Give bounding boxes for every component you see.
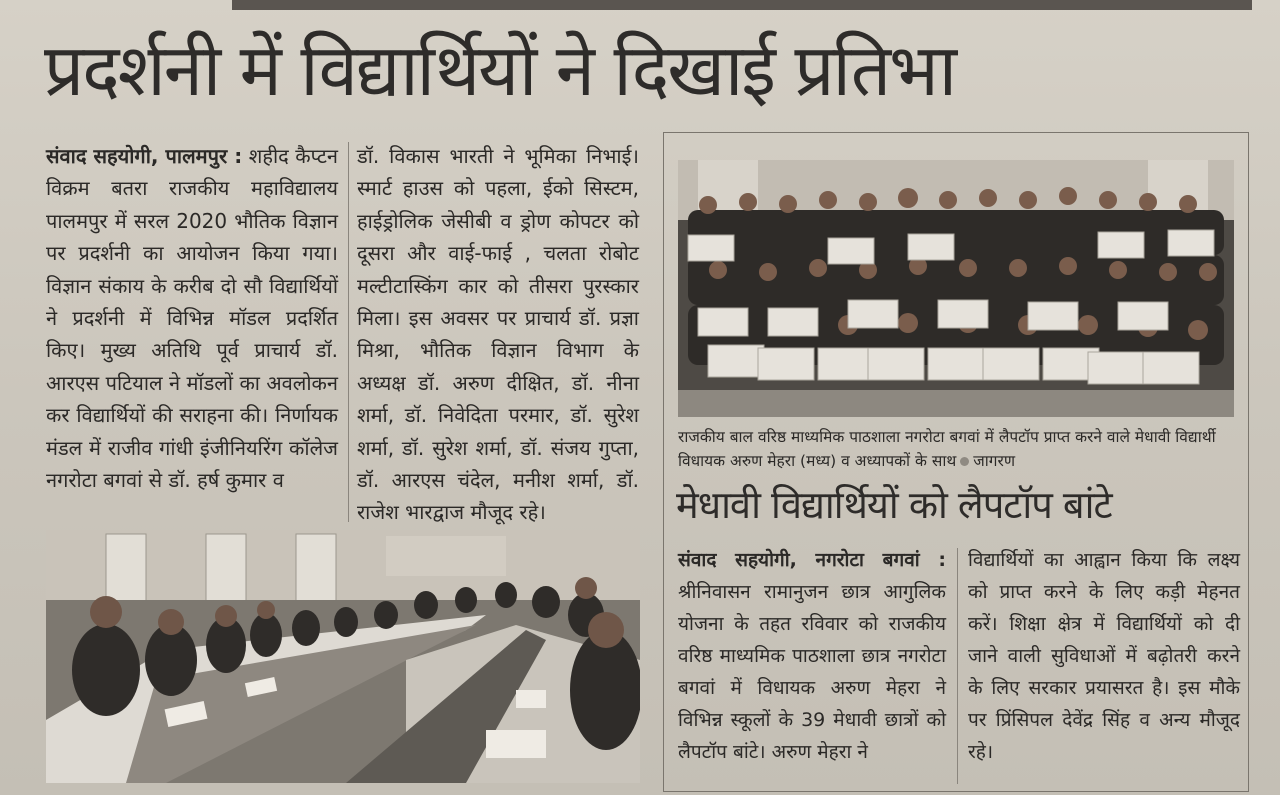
article1-col1-text: शहीद कैप्टन विक्रम बतरा राजकीय महाविद्यालय पालमपुर में सरल 2020 भौतिक विज्ञान पर प्रदर्शनी का आयोजन किया गया। विज्ञान संकाय के करीब दो सौ विद्यार्थियों ने प्रदर्शनी में विभिन्न मॉडल प्रदर्शित किए। मुख्य अतिथि पूर्व प्राचार्य डॉ. आरएस पटियाल ने मॉडलों का अवलोकन कर विद्यार्थियों की सराहना की। निर्णायक मंडल में राजीव गांधी इंजीनियरिंग कॉलेज नगरोटा बगवां से डॉ. हर्ष कुमार व: [46, 144, 339, 493]
column-divider-2: [957, 548, 958, 784]
article2-col1-text: श्रीनिवासन रामानुजन छात्र आगुलिक योजना के तहत रविवार को राजकीय वरिष्ठ माध्यमिक पाठशाला छात्र नगरोटा बगवां में विधायक अरुण मेहरा ने विभिन्न स्कूलों के 39 मेधावी छात्रों को लैपटॉप बांटे। अरुण मेहरा ने: [678, 581, 946, 763]
article1-column2: [357, 140, 639, 529]
column-divider: [348, 142, 349, 522]
photo-caption: [678, 425, 1238, 473]
group-photo-illustration: [678, 160, 1234, 417]
photo-credit: जागरण: [973, 452, 1016, 470]
laptop-distribution-group-photo: [678, 160, 1234, 417]
article2-dateline: संवाद सहयोगी, नगरोटा बगवां :: [678, 549, 946, 571]
main-headline: प्रदर्शनी में विद्यार्थियों ने दिखाई प्रतिभा: [44, 28, 956, 112]
article1-column1: [46, 140, 338, 496]
article1-dateline: संवाद सहयोगी, पालमपुर :: [46, 144, 243, 168]
article2-col2-text: विद्यार्थियों का आह्वान किया कि लक्ष्य को प्राप्त करने के लिए कड़ी मेहनत करें। शिक्षा क्षेत्र में विद्यार्थियों को दी जाने वाली सुविधाओं में बढ़ोतरी करने के लिए सरकार प्रयासरत है। इस मौके पर प्रिंसिपल देवेंद्र सिंह व अन्य मौजूद रहे।: [968, 549, 1240, 763]
exhibition-hall-illustration: [46, 530, 640, 783]
top-banner-strip: [232, 0, 1252, 10]
photo-caption-text: राजकीय बाल वरिष्ठ माध्यमिक पाठशाला नगरोटा बगवां में लैपटॉप प्राप्त करने वाले मेधावी विद्यार्थी विधायक अरुण मेहरा (मध्य) व अध्यापकों के साथ: [678, 428, 1216, 470]
article1-col2-text: डॉ. विकास भारती ने भूमिका निभाई। स्मार्ट हाउस को पहला, ईको सिस्टम, हाईड्रोलिक जेसीबी व ड्रोण कोपटर को दूसरा और वाई-फाई , चलता रोबोट मल्टीटास्किंग कार को तीसरा पुरस्कार मिला। इस अवसर पर प्राचार्य डॉ. प्रज्ञा मिश्रा, भौतिक विज्ञान विभाग के अध्यक्ष डॉ. अरुण दीक्षित, डॉ. नीना शर्मा, डॉ. निवेदिता परमार, डॉ. सुरेश शर्मा, डॉ. सुरेश शर्मा, डॉ. संजय गुप्ता, डॉ. आरएस चंदेल, मनीश शर्मा, डॉ. राजेश भारद्वाज मौजूद रहे।: [357, 144, 639, 525]
article2-headline: मेधावी विद्यार्थियों को लैपटॉप बांटे: [676, 483, 1112, 527]
exhibition-hall-photo: [46, 530, 640, 783]
article2-column1: [678, 544, 946, 768]
article2-column2: [968, 544, 1240, 768]
credit-bullet-icon: [960, 457, 969, 466]
